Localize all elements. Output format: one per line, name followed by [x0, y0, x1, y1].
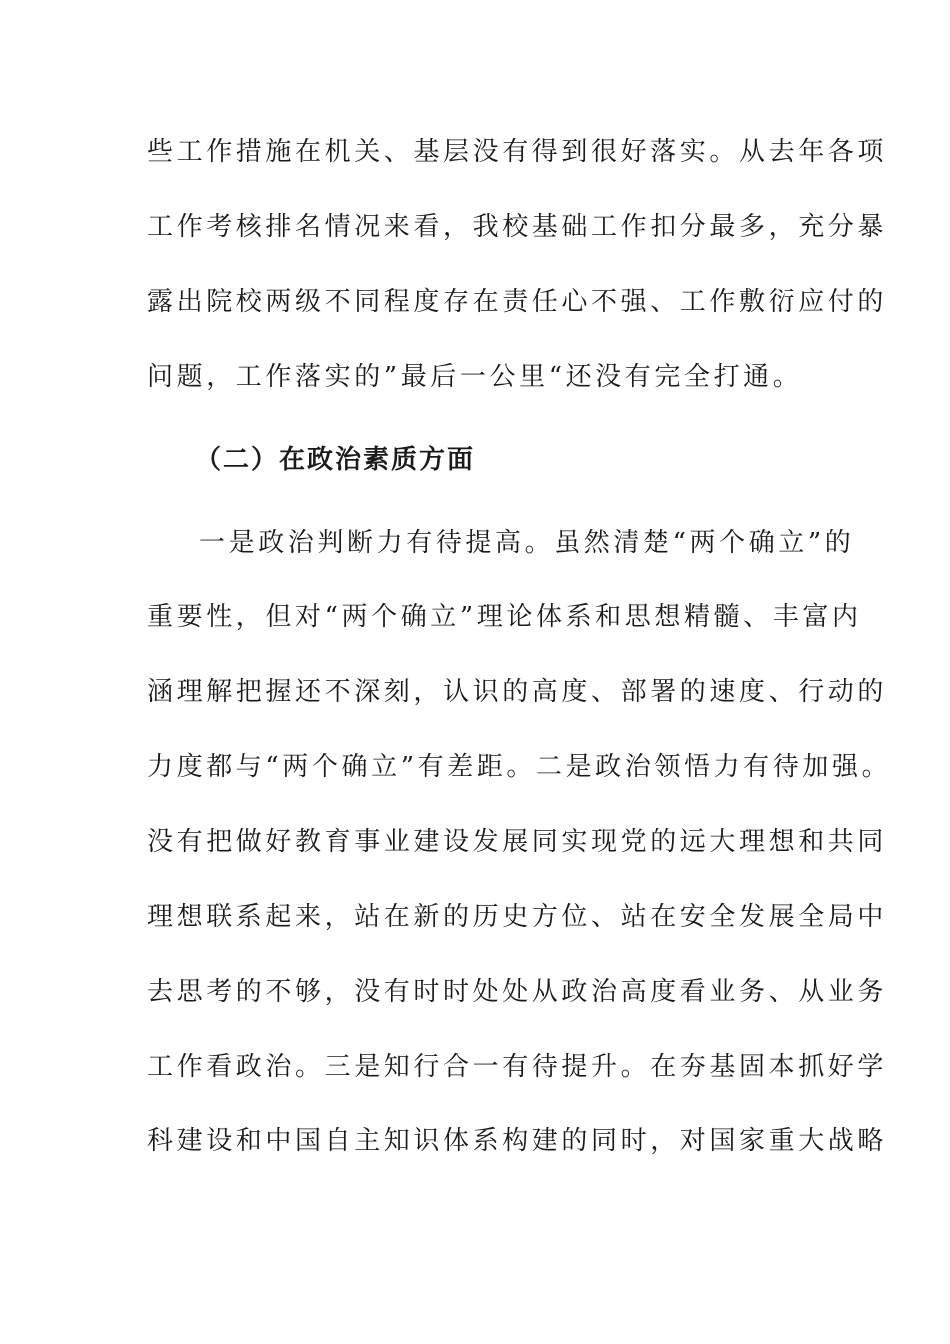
paragraph-line: 科建设和中国自主知识体系构建的同时，对国家重大战略 — [147, 1126, 888, 1156]
paragraph-line: 理想联系起来，站在新的历史方位、站在安全发展全局中 — [147, 902, 888, 932]
paragraph-line: 露出院校两级不同程度存在责任心不强、工作敷衍应付的 — [147, 287, 888, 317]
section-heading: （二）在政治素质方面 — [195, 445, 476, 475]
paragraph-line: 涵理解把握还不深刻，认识的高度、部署的速度、行动的 — [147, 677, 888, 707]
paragraph-line: 一是政治判断力有待提高。虽然清楚“两个确立”的 — [199, 528, 855, 558]
paragraph-line: 力度都与“两个确立”有差距。二是政治领悟力有待加强。 — [147, 752, 892, 782]
paragraph-line: 重要性，但对“两个确立”理论体系和思想精髓、丰富内 — [147, 602, 862, 632]
paragraph-line: 工作考核排名情况来看，我校基础工作扣分最多，充分暴 — [147, 212, 888, 242]
paragraph-line: 没有把做好教育事业建设发展同实现党的远大理想和共同 — [147, 827, 888, 857]
paragraph-line: 去思考的不够，没有时时处处从政治高度看业务、从业务 — [147, 977, 888, 1007]
paragraph-line: 些工作措施在机关、基层没有得到很好落实。从去年各项 — [147, 137, 888, 167]
paragraph-line: 问题，工作落实的”最后一公里“还没有完全打通。 — [147, 362, 803, 392]
paragraph-line: 工作看政治。三是知行合一有待提升。在夯基固本抓好学 — [147, 1052, 888, 1082]
